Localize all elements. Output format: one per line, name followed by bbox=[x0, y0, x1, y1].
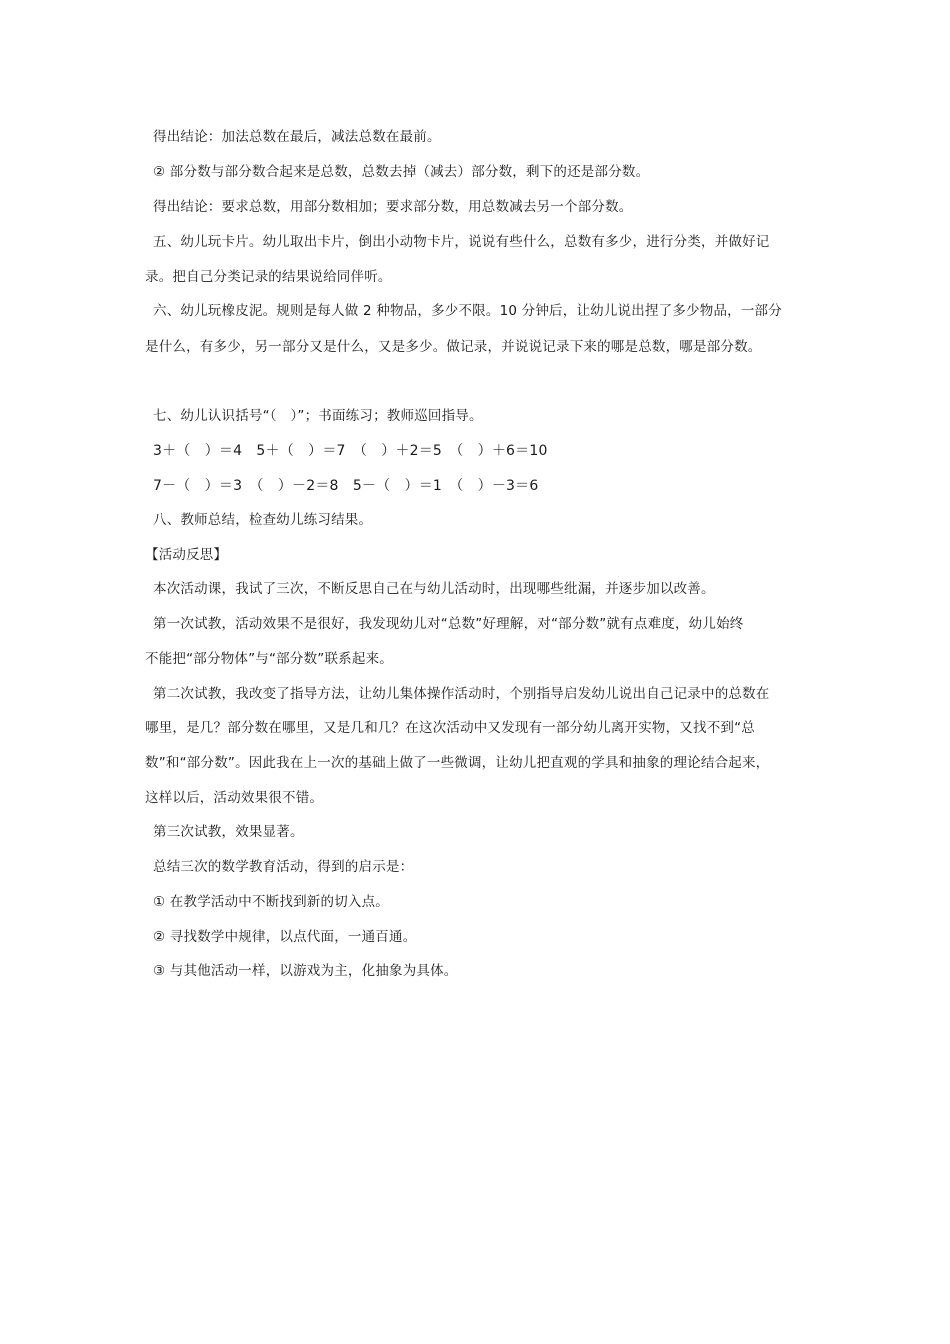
conclusion-addition-subtraction: 得出结论：加法总数在最后，减法总数在最前。 bbox=[153, 129, 441, 145]
summary-intro: 总结三次的数学教育活动，得到的启示是： bbox=[153, 859, 414, 875]
first-trial-line-2: 不能把“部分物体”与“部分数”联系起来。 bbox=[145, 651, 393, 667]
insight-3: ③ 与其他活动一样，以游戏为主，化抽象为具体。 bbox=[153, 963, 458, 979]
second-trial-line-2: 哪里，是几？部分数在哪里，又是几和几？在这次活动中又发现有一部分幼儿离开实物，又找不到“总 bbox=[145, 720, 755, 736]
third-trial: 第三次试教，效果显著。 bbox=[153, 824, 304, 840]
second-trial-line-4: 这样以后，活动效果很不错。 bbox=[145, 790, 324, 806]
second-trial-line-3: 数”和“部分数”。因此我在上一次的基础上做了一些微调，让幼儿把直观的学具和抽象的理论结合起来， bbox=[145, 755, 770, 771]
step-5-card-play-line-1: 五、幼儿玩卡片。幼儿取出卡片，倒出小动物卡片，说说有些什么，总数有多少，进行分类，并做好记 bbox=[153, 234, 770, 250]
insight-1: ① 在教学活动中不断找到新的切入点。 bbox=[153, 894, 389, 910]
addition-exercises: 3＋（ ）＝4 5＋（ ）＝7 （ ）＋2＝5 （ ）＋6＝10 bbox=[153, 443, 548, 459]
first-trial-line-1: 第一次试教，活动效果不是很好，我发现幼儿对“总数”好理解，对“部分数”就有点难度，幼儿始终 bbox=[153, 616, 744, 632]
step-8-summary: 八、教师总结，检查幼儿练习结果。 bbox=[153, 512, 373, 528]
step-7-brackets: 七、幼儿认识括号“（ ）”；书面练习；教师巡回指导。 bbox=[153, 408, 483, 424]
conclusion-total-part: 得出结论：要求总数，用部分数相加；要求部分数，用总数减去另一个部分数。 bbox=[153, 199, 633, 215]
second-trial-line-1: 第二次试教，我改变了指导方法，让幼儿集体操作活动时，个别指导启发幼儿说出自己记录中的总数在 bbox=[153, 686, 770, 702]
reflection-intro: 本次活动课，我试了三次，不断反思自己在与幼儿活动时，出现哪些纰漏，并逐步加以改善。 bbox=[153, 581, 715, 597]
reflection-heading: 【活动反思】 bbox=[145, 547, 228, 563]
step-5-card-play-line-2: 录。把自己分类记录的结果说给同伴听。 bbox=[145, 269, 392, 285]
subtraction-exercises: 7－（ ）＝3 （ ）－2＝8 5－（ ）＝1 （ ）－3＝6 bbox=[153, 478, 539, 494]
step-6-plasticine-line-1: 六、幼儿玩橡皮泥。规则是每人做 2 种物品，多少不限。10 分钟后，让幼儿说出捏了多少物品，一部分 bbox=[153, 303, 782, 319]
point-2-part-whole: ② 部分数与部分数合起来是总数，总数去掉（减去）部分数，剩下的还是部分数。 bbox=[153, 164, 650, 180]
step-6-plasticine-line-2: 是什么，有多少，另一部分又是什么，又是多少。做记录，并说说记录下来的哪是总数，哪是部分数。 bbox=[145, 339, 762, 355]
insight-2: ② 寻找数学中规律，以点代面，一通百通。 bbox=[153, 929, 417, 945]
